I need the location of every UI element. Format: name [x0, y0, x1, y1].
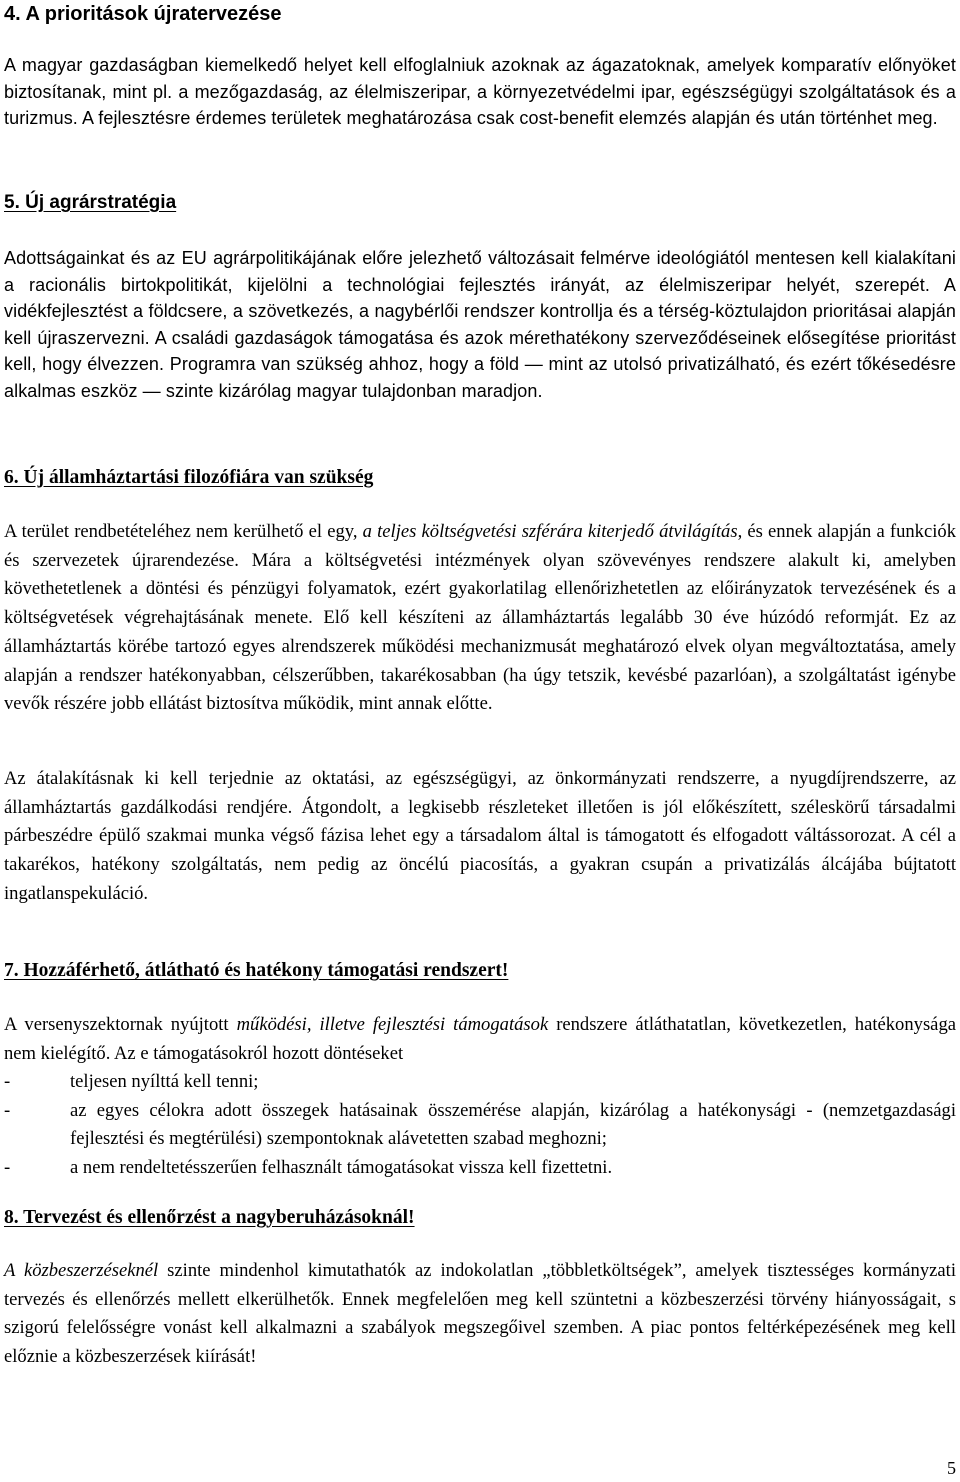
- section-5-heading: 5. Új agrárstratégia: [4, 192, 177, 213]
- section-6-p1-emphasis: a teljes költségvetési szférára kiterjedő átvilágítás: [362, 521, 738, 542]
- section-7-p1-emphasis: működési, illetve fejlesztési támogatások: [236, 1014, 549, 1035]
- list-item-text: a nem rendeltetésszerűen felhasznált támogatásokat vissza kell fizettetni.: [70, 1157, 613, 1179]
- section-6-p1-text-a: A terület rendbetételéhez nem kerülhető el egy,: [4, 521, 363, 542]
- section-6-paragraph-1: [4, 518, 956, 719]
- list-item-text: az egyes célokra adott összegek hatásainak összemérése alapján, kizárólag a hatékonysági - (nemzetgazdasági fejlesztési és megtérülési) szempontoknak alávetetten szabad meghozni;: [70, 1099, 956, 1150]
- section-7-p1-text-b: rendszere átláthatatlan, következetlen, hatékonysága nem kielégítő. Az e támogatásokról hozott döntéseket: [4, 1014, 956, 1064]
- dash-marker: -: [4, 1099, 11, 1121]
- section-7-dash-list: [4, 1068, 956, 1183]
- list-item: [4, 1097, 956, 1154]
- list-item: [4, 1154, 956, 1183]
- section-4-heading: 4. A prioritások újratervezése: [4, 3, 282, 25]
- dash-marker: -: [4, 1071, 11, 1092]
- section-6-heading: 6. Új államháztartási filozófiára van szükség: [4, 467, 374, 488]
- section-5-paragraph: Adottságainkat és az EU agrárpolitikájának előre jelezhető változásait felmérve ideológiától mentesen kell kialakítani a racionális birtokpolitikát, kijelölni a technológiai fejlesztés irányát, az élelmiszeripar helyét, szerepét. A vidékfejlesztést a földcsere, a szövetkezés, a nagybérlői rendszer kontrollja és a térség-köztulajdon prioritásai alapján kell újraszervezni. A családi gazdaságok támogatása és azok mérethatékony szerveződéseinek elősegítése prioritást kell, hogy élvezzen. Programra van szükség ahhoz, hogy a föld — mint az utolsó privatizálható, és ezért tőkésedésre alkalmas eszköz — szinte kizárólag magyar tulajdonban maradjon.: [4, 248, 956, 401]
- section-7-p1-text-a: A versenyszektornak nyújtott: [4, 1014, 237, 1035]
- page-number: 5: [947, 1458, 956, 1478]
- section-8-heading: 8. Tervezést és ellenőrzést a nagyberuházásoknál!: [4, 1207, 415, 1228]
- section-8-p1-emphasis: A közbeszerzéseknél: [4, 1260, 159, 1281]
- list-item: [4, 1068, 956, 1097]
- section-6-p1-text-b: , és ennek alapján a funkciók és szervezetek újrarendezése. Mára a költségvetési intézmények olyan szövevényes rendszere alakult ki, amelyben követhetetlenek a döntési és pénzügyi folyamatok, ezért gyakorlatilag ellenőrizhetetlen az előirányzatok tervezésének és a költségvetések végrehajtásának menete. Elő kell készíteni az államháztartás legalább 30 éve húzódó reformját. Ez az államháztartás körébe tartozó egyes alrendszerek működési mechanizmusát meghatározó elvek olyan megváltoztatása, amely alapján a rendszer hatékonyabban, célszerűbben, takarékosabban (ha úgy tetszik, kevésbé pazarlóan), a szolgáltatást igénybe vevők részére jobb ellátást biztosítva működik, mint annak előtte.: [4, 521, 956, 715]
- section-7-paragraph: [4, 1011, 956, 1068]
- section-4-paragraph: A magyar gazdaságban kiemelkedő helyet kell elfoglalniuk azoknak az ágazatoknak, amelyek komparatív előnyöket biztosítanak, mint pl. a mezőgazdaság, az élelmiszeripar, a környezetvédelmi ipar, egészségügyi szolgáltatások és a turizmus. A fejlesztésre érdemes területek meghatározása csak cost-benefit elemzés alapján és után történhet meg.: [4, 55, 956, 129]
- section-7-heading: 7. Hozzáférhető, átlátható és hatékony támogatási rendszert!: [4, 960, 509, 981]
- section-8-paragraph: [4, 1257, 956, 1372]
- section-8-p1-text-b: szinte mindenhol kimutathatók az indokolatlan „többletköltségek”, amelyek tisztességes kormányzati tervezés és ellenőrzés mellett elkerülhetők. Ennek megfelelően meg kell szüntetni a közbeszerzési törvény hiányosságait, s szigorú felelősségre vonást kell alkalmazni a szabályok megszegőivel szemben. A piac pontos feltérképezésének meg kell előznie a közbeszerzések kiírását!: [4, 1260, 956, 1368]
- section-6-paragraph-2: Az átalakításnak ki kell terjednie az oktatási, az egészségügyi, az önkormányzati rendszerre, a nyugdíjrendszerre, az államháztartás gazdálkodási rendjére. Átgondolt, a legkisebb részleteket illetően is jól előkészített, széleskörű társadalmi párbeszédre épülő szakmai munka végső fázisa lehet egy a társadalom által is támogatott és elfogadott váltássorozat. A cél a takarékos, hatékony szolgáltatás, nem pedig az öncélú piacosítás, a gyakran csupán a privatizálás álcájába bújtatott ingatlanspekuláció.: [4, 768, 956, 904]
- list-item-text: teljesen nyílttá kell tenni;: [70, 1071, 259, 1092]
- dash-marker: -: [4, 1157, 11, 1179]
